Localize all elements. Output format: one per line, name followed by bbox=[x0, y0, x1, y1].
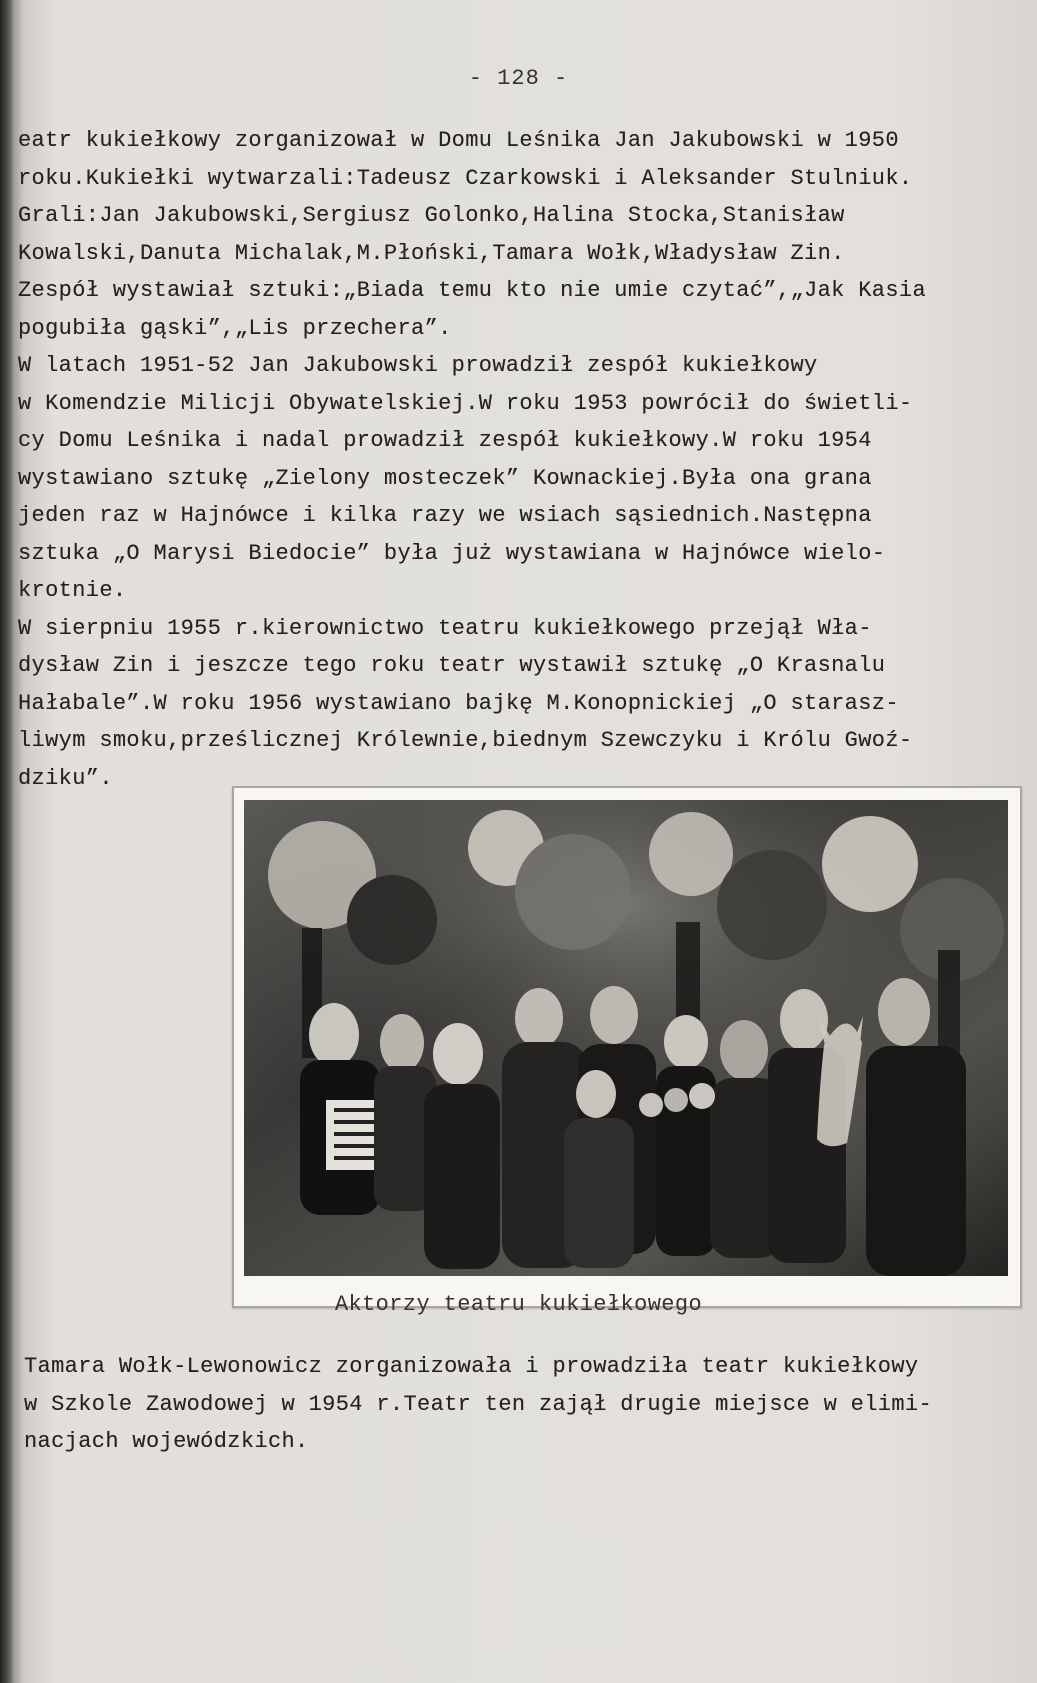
text-line: nacjach wojewódzkich. bbox=[24, 1429, 309, 1454]
text-line: Grali:Jan Jakubowski,Sergiusz Golonko,Halina Stocka,Stanisław bbox=[18, 203, 845, 228]
text-line: dziku”. bbox=[18, 765, 113, 791]
text-line: w Szkole Zawodowej w 1954 r.Teatr ten zajął drugie miejsce w elimi- bbox=[24, 1391, 932, 1417]
text-line: krotnie. bbox=[18, 578, 127, 603]
text-line: W sierpniu 1955 r.kierownictwo teatru kukiełkowego przejął Wła- bbox=[18, 615, 872, 641]
text-line: W latach 1951-52 Jan Jakubowski prowadził zespół kukiełkowy bbox=[18, 353, 818, 378]
text-line: roku.Kukiełki wytwarzali:Tadeusz Czarkowski i Aleksander Stulniuk. bbox=[18, 165, 913, 191]
text-line: eatr kukiełkowy zorganizował w Domu Leśnika Jan Jakubowski w 1950 bbox=[18, 128, 899, 153]
text-line: sztuka „O Marysi Biedocie” była już wystawiana w Hajnówce wielo- bbox=[18, 540, 886, 566]
text-line: liwym smoku,prześlicznej Królewnie,biednym Szewczyku i Królu Gwoź- bbox=[18, 728, 913, 753]
page-number: - 128 - bbox=[468, 66, 569, 91]
text-line: dysław Zin i jeszcze tego roku teatr wystawił sztukę „O Krasnalu bbox=[18, 653, 886, 678]
text-line: cy Domu Leśnika i nadal prowadził zespół kukiełkowy.W roku 1954 bbox=[18, 428, 872, 453]
puppet-theatre-group-photo bbox=[244, 800, 1008, 1276]
history-text-top bbox=[18, 122, 998, 797]
text-line: pogubiła gąski”,„Lis przechera”. bbox=[18, 315, 452, 341]
text-line: w Komendzie Milicji Obywatelskiej.W roku 1953 powrócił do świetli- bbox=[18, 390, 913, 416]
black-and-white-photo-image bbox=[244, 800, 1008, 1276]
text-line: Zespół wystawiał sztuki:„Biada temu kto nie umie czytać”,„Jak Kasia bbox=[18, 278, 926, 303]
text-line: Hałabale”.W roku 1956 wystawiano bajkę M.Konopnickiej „O starasz- bbox=[18, 690, 899, 716]
puppet-theatre-photo-frame bbox=[232, 786, 1022, 1308]
text-line: jeden raz w Hajnówce i kilka razy we wsiach sąsiednich.Następna bbox=[18, 503, 872, 528]
text-line: Tamara Wołk-Lewonowicz zorganizowała i prowadziła teatr kukiełkowy bbox=[24, 1354, 919, 1379]
history-text-bottom bbox=[24, 1348, 994, 1461]
text-line: wystawiano sztukę „Zielony mosteczek” Kownackiej.Była ona grana bbox=[18, 465, 872, 491]
text-line: Kowalski,Danuta Michalak,M.Płoński,Tamara Wołk,Władysław Zin. bbox=[18, 240, 845, 266]
photo-caption: Aktorzy teatru kukiełkowego bbox=[334, 1292, 703, 1317]
